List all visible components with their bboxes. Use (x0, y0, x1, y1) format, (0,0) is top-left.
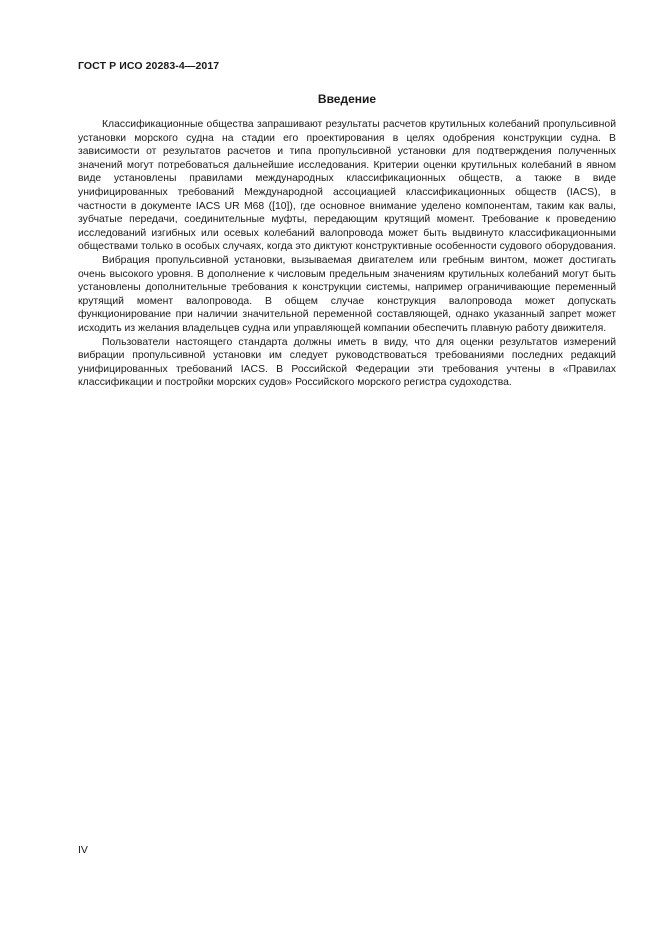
paragraph-3: Пользователи настоящего стандарта должны иметь в виду, что для оценки результатов измерений вибрации пропульсивной установки им следует руководствоваться требованиями последних редакций унифицированных требований IACS. В Российской Федерации эти требования учтены в «Правилах классификации и постройки морских судов» Российского морского регистра судоходства. (78, 336, 616, 389)
paragraph-2: Вибрация пропульсивной установки, вызываемая двигателем или гребным винтом, может достигать очень высокого уровня. В дополнение к числовым предельным значениям крутильных колебаний могут быть установлены дополнительные требования к конструкции системы, например ограничивающие переменный крутящий момент валопровода. В общем случае конструкция валопровода может допускать функционирование при наличии значительной переменной составляющей, однако указанный запрет может исходить из желания владельцев судна или управляющей компании обеспечить плавную работу движителя. (78, 254, 616, 334)
page-number: IV (78, 844, 88, 856)
paragraph-1: Классификационные общества запрашивают результаты расчетов крутильных колебаний пропульсивной установки морского судна на стадии его проектирования в целях одобрения конструкции судна. В зависимости от результатов расчетов и типа пропульсивной установки для подтверждения полученных значений могут потребоваться дальнейшие исследования. Критерии оценки крутильных колебаний в явном виде установлены правилами международных классификационных обществ, а также в виде унифицированных требований Международной ассоциацией классификационных обществ (IACS), в частности в документе IACS UR M68 ([10]), где основное внимание уделено компонентам, таким как валы, зубчатые передачи, соединительные муфты, передающим крутящий момент. Требование к проведению исследований изгибных или осевых колебаний валопровода может быть выдвинуто классификационными обществами только в особых случаях, когда это диктуют конструктивные особенности судового оборудования. (78, 119, 617, 253)
section-title: Введение (317, 92, 377, 106)
body-text (78, 118, 616, 390)
page-header: ГОСТ Р ИСО 20283-4—2017 (78, 60, 220, 72)
